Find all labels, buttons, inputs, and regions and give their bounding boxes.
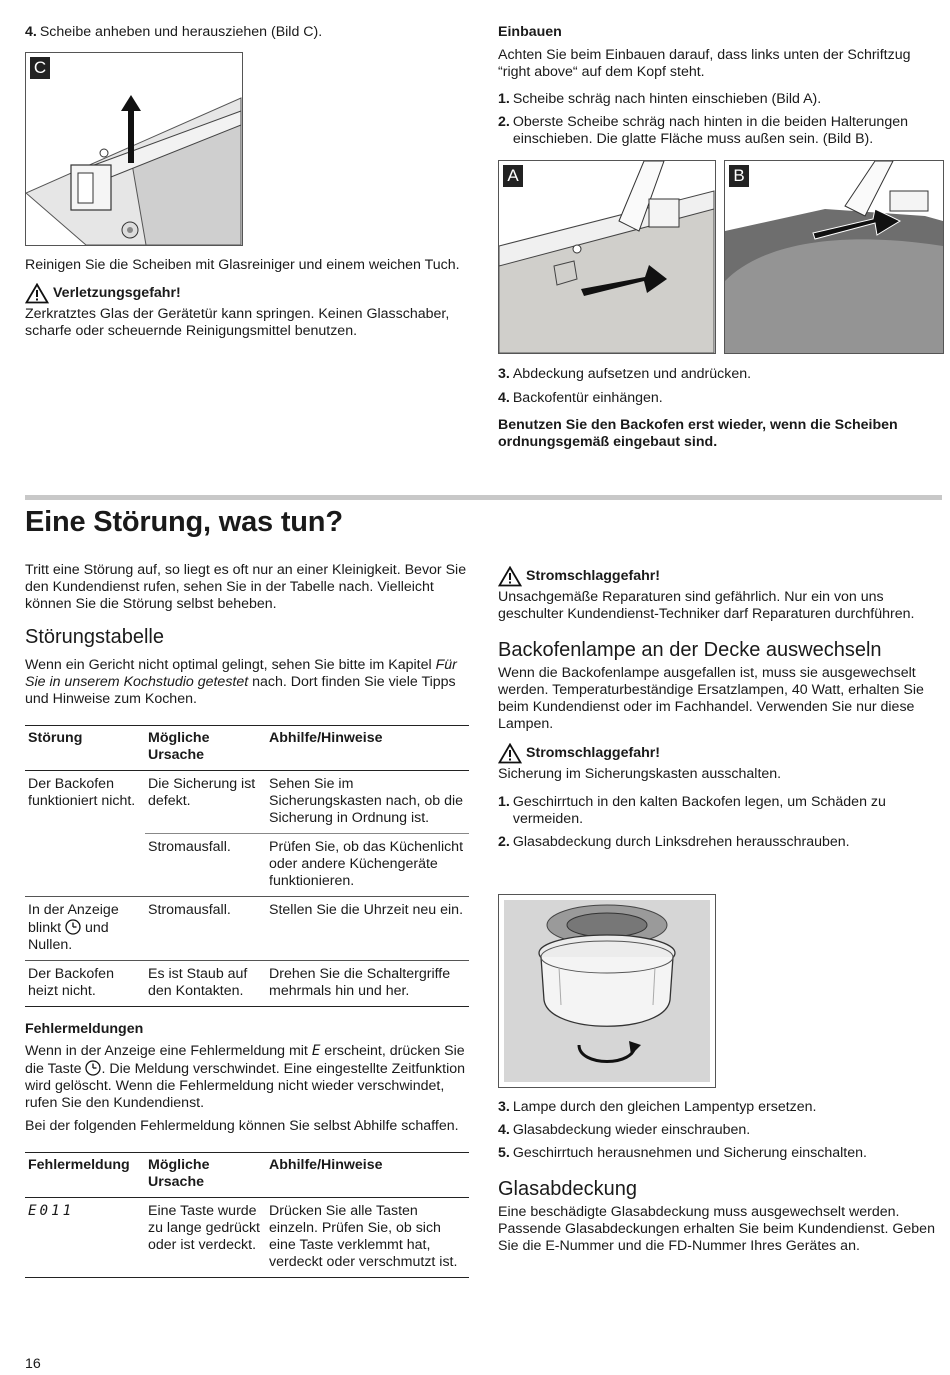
table-header-row: [25, 1153, 469, 1198]
table-header-row: [25, 726, 469, 771]
figure-label: C: [30, 57, 50, 79]
warning-text: Sicherung im Sicherungskasten ausschalten.: [498, 766, 782, 782]
fault-table-heading: Störungstabelle: [25, 626, 164, 648]
table-cell: Sehen Sie im Sicherungskasten nach, ob die Sicherung in Ordnung ist.: [269, 776, 464, 826]
table-cell: Drehen Sie die Schaltergriffe mehrmals hin und her.: [269, 966, 451, 999]
step-text: Glasabdeckung durch Linksdrehen herausschrauben.: [512, 834, 850, 850]
step-number: 4.: [498, 390, 510, 406]
warning-triangle-icon: [25, 283, 49, 304]
intro-text: Wenn ein Gericht nicht optimal gelingt, sehen Sie bitte im Kapitel: [25, 657, 436, 673]
table-row: [25, 1198, 469, 1278]
electric-shock-warning: [498, 743, 943, 764]
warning-triangle-icon: [498, 743, 522, 764]
section-divider: [25, 495, 942, 500]
electric-shock-warning: [498, 566, 943, 587]
step-number: 1.: [498, 794, 510, 810]
table-cell: Der Backofen heizt nicht.: [28, 966, 114, 999]
table-row: [25, 771, 469, 834]
step-number: 4.: [25, 24, 37, 40]
error-messages-text: [25, 1043, 470, 1112]
lamp-cover-illustration: [499, 895, 715, 1087]
table-cell: Stellen Sie die Uhrzeit neu ein.: [269, 902, 464, 918]
error-messages-heading: Fehlermeldungen: [25, 1021, 144, 1037]
table-cell: Die Sicherung ist defekt.: [148, 776, 256, 809]
column-header: Mögliche Ursache: [148, 1157, 210, 1190]
step-number: 3.: [498, 1099, 510, 1115]
figure-b: [724, 160, 944, 354]
cell-text: und Nullen.: [28, 920, 109, 953]
table-cell: Der Backofen funktioniert nicht.: [28, 776, 136, 809]
page-number: 16: [25, 1356, 41, 1372]
bold-safety-note: Benutzen Sie den Backofen erst wieder, wenn die Scheiben ordnungsgemäß eingebaut sind.: [498, 417, 898, 450]
glass-cover-heading: Glasabdeckung: [498, 1178, 637, 1200]
step-text: Backofentür einhängen.: [512, 390, 663, 406]
step-number: 4.: [498, 1122, 510, 1138]
step-number: 1.: [498, 91, 510, 107]
left-top-column: [25, 24, 470, 41]
right-bottom-column: [498, 566, 943, 851]
glass-cover-text: Eine beschädigte Glasabdeckung muss ausgewechselt werden. Passende Glasabdeckungen erhalten Sie beim Kundendienst. Geben Sie die E-Nummer und die FD-Nummer Ihres Gerätes an.: [498, 1204, 935, 1254]
fault-table-intro: [25, 657, 470, 708]
fault-table: [25, 725, 469, 1007]
lamp-heading: Backofenlampe an der Decke auswechseln: [498, 639, 882, 661]
clock-icon: [85, 1060, 101, 1076]
step-text: Oberste Scheibe schräg nach hinten in die beiden Halterungen einschieben. Die glatte Fläche muss außen sein. (Bild B).: [512, 114, 908, 147]
column-header: Abhilfe/Hinweise: [269, 1157, 383, 1173]
column-header: Mögliche Ursache: [148, 730, 210, 763]
install-step: [498, 91, 943, 108]
column-header: Fehlermeldung: [28, 1157, 130, 1173]
section-title: Eine Störung, was tun?: [25, 506, 343, 538]
error-table: [25, 1152, 469, 1278]
column-header: Störung: [28, 730, 83, 746]
cell-text: In der Anzeige blinkt: [28, 902, 119, 936]
table-row: [25, 961, 469, 1007]
paragraph-text: Wenn in der Anzeige eine Fehlermeldung mit: [25, 1043, 312, 1059]
left-cleaning-block: [25, 257, 470, 340]
install-intro: Achten Sie beim Einbauen darauf, dass links unten der Schriftzug “right above“ auf dem Kopf steht.: [498, 47, 911, 80]
right-bottom-continued: [498, 1099, 943, 1255]
lamp-intro: Wenn die Backofenlampe ausgefallen ist, muss sie ausgewechselt werden. Temperaturbeständige Ersatzlampen, 40 Watt, erhalten Sie beim Kundendienst oder im Fachhandel. Verwenden Sie nur diese Lampen.: [498, 665, 924, 732]
step-text: Geschirrtuch in den kalten Backofen legen, um Schäden zu vermeiden.: [512, 794, 886, 827]
step-4-remove-pane: [25, 24, 470, 41]
pane-lift-illustration: [26, 53, 242, 245]
figure-c: [25, 52, 243, 246]
error-self-help-text: Bei der folgenden Fehlermeldung können Sie selbst Abhilfe schaffen.: [25, 1118, 459, 1134]
lamp-step: [498, 834, 943, 851]
warning-title: Verletzungsgefahr!: [53, 285, 181, 301]
step-text: Scheibe anheben und herausziehen (Bild C).: [39, 24, 323, 40]
step-number: 2.: [498, 834, 510, 850]
figure-a: [498, 160, 716, 354]
install-step: [498, 366, 943, 383]
table-cell: Prüfen Sie, ob das Küchenlicht oder andere Küchengeräte funktionieren.: [269, 839, 464, 889]
error-code: E011: [28, 1203, 75, 1219]
chapter-reference: Für Sie in unserem Kochstudio getestet: [25, 657, 457, 690]
paragraph-text: erscheint, drücken Sie die Taste: [25, 1043, 465, 1077]
step-number: 5.: [498, 1145, 510, 1161]
step-text: Scheibe schräg nach hinten einschieben (Bild A).: [512, 91, 822, 107]
lamp-step: [498, 1145, 943, 1162]
top-pane-insert-illustration: [725, 161, 943, 353]
step-text: Geschirrtuch herausnehmen und Sicherung einschalten.: [512, 1145, 867, 1161]
fault-intro: Tritt eine Störung auf, so liegt es oft nur an einer Kleinigkeit. Bevor Sie den Kundendienst rufen, sehen Sie in der Tabelle nach. Vielleicht können Sie die Störung selbst beheben.: [25, 562, 467, 612]
step-text: Abdeckung aufsetzen und andrücken.: [512, 366, 752, 382]
warning-text: Unsachgemäße Reparaturen sind gefährlich. Nur ein von uns geschulter Kundendienst-Techniker darf Reparaturen durchführen.: [498, 589, 915, 622]
lamp-step: [498, 794, 943, 828]
right-top-column: [498, 24, 943, 148]
lamp-step: [498, 1099, 943, 1116]
figure-label: A: [503, 165, 523, 187]
paragraph-text: . Die Meldung verschwindet. Eine eingestellte Zeitfunktion wird gelöscht. Wenn die Fehlermeldung nicht wieder verschwindet, rufen Sie den Kundendienst.: [25, 1061, 466, 1111]
step-text: Glasabdeckung wieder einschrauben.: [512, 1122, 751, 1138]
table-cell: Stromausfall.: [148, 902, 231, 918]
right-top-finish: [498, 366, 943, 451]
warning-triangle-icon: [498, 566, 522, 587]
step-number: 3.: [498, 366, 510, 382]
warning-title: Stromschlaggefahr!: [526, 745, 661, 761]
install-heading: Einbauen: [498, 24, 562, 40]
lamp-step: [498, 1122, 943, 1139]
table-row: [25, 897, 469, 961]
install-step: [498, 390, 943, 407]
step-number: 2.: [498, 114, 510, 130]
table-cell: [25, 1198, 145, 1278]
cleaning-text: Reinigen Sie die Scheiben mit Glasreiniger und einem weichen Tuch.: [25, 257, 460, 273]
left-bottom-column: [25, 562, 470, 1278]
pane-insert-illustration: [499, 161, 715, 353]
column-header: Abhilfe/Hinweise: [269, 730, 383, 746]
clock-icon: [65, 919, 81, 935]
figure-label: B: [729, 165, 749, 187]
step-text: Lampe durch den gleichen Lampentyp ersetzen.: [512, 1099, 817, 1115]
figure-lamp: [498, 894, 716, 1088]
table-cell: Stromausfall.: [148, 839, 231, 855]
table-cell: Es ist Staub auf den Kontakten.: [148, 966, 248, 999]
warning-title: Stromschlaggefahr!: [526, 568, 661, 584]
warning-text: Zerkratztes Glas der Gerätetür kann springen. Keinen Glasschaber, scharfe oder scheuernde Reinigungsmittel benutzen.: [25, 306, 450, 339]
error-symbol: E: [311, 1043, 321, 1059]
table-cell: [25, 897, 145, 961]
table-cell: Eine Taste wurde zu lange gedrückt oder ist verdeckt.: [148, 1203, 260, 1253]
injury-warning-title: [25, 283, 470, 304]
table-cell: Drücken Sie alle Tasten einzeln. Prüfen Sie, ob sich eine Taste verklemmt hat, verdeckt oder verschmutzt ist.: [269, 1203, 458, 1270]
intro-text: nach. Dort finden Sie viele Tipps und Hinweise zum Kochen.: [25, 674, 456, 707]
install-step: [498, 114, 943, 148]
